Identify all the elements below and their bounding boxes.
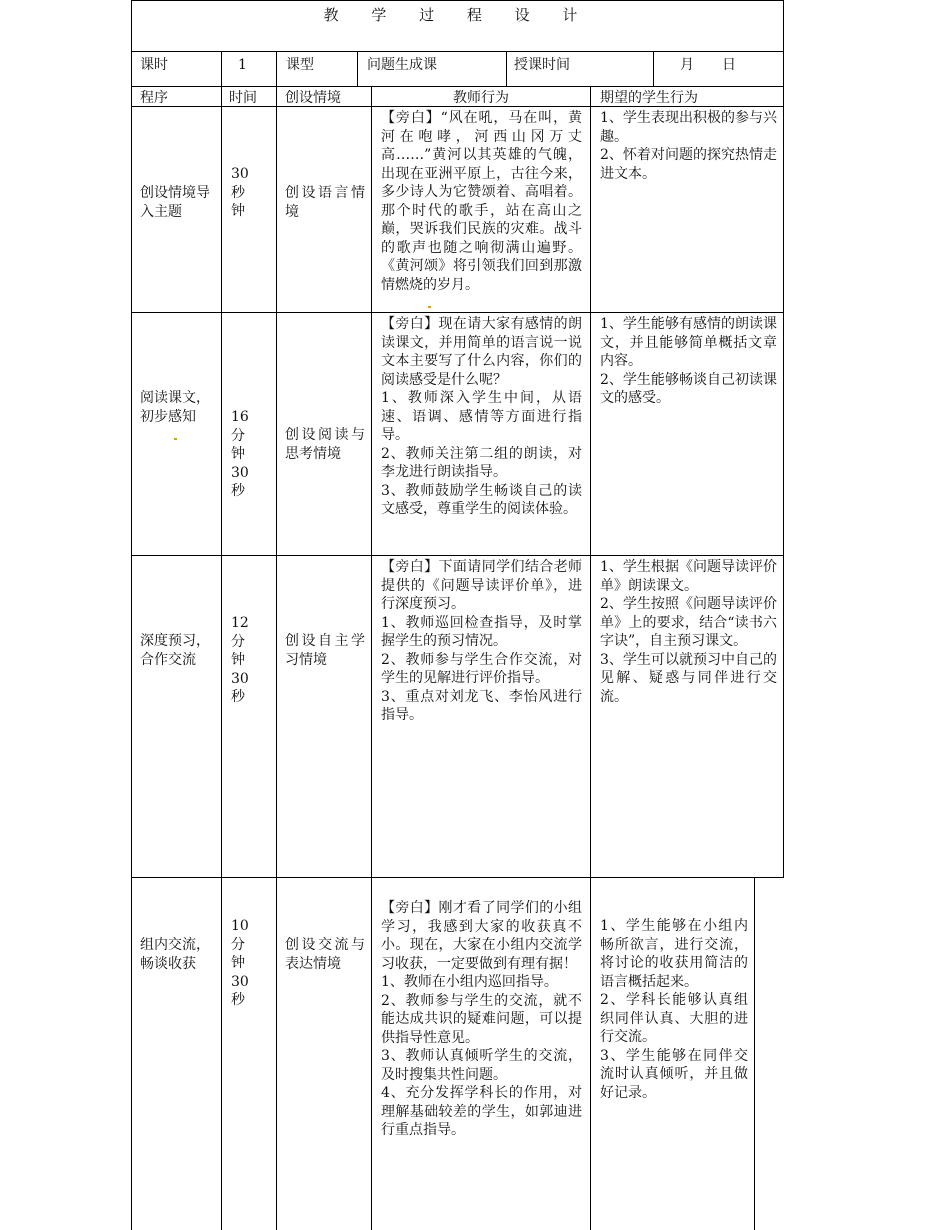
row4-student: 1、学生能够在小组内畅所欲言，进行交流，将讨论的收获用简洁的语言概括起来。 2、学科长能够认真组织同伴认真、大胆的进行交流。 3、学生能够在同伴交流时认真倾听，并且做好记录。 <box>600 918 748 1101</box>
row1-student: 1、学生表现出积极的参与兴趣。 2、怀着对问题的探究热情走进文本。 <box>600 110 777 182</box>
row1-procedure: 创设情境导入主题 <box>140 185 210 220</box>
type-label: 课型 <box>286 57 314 73</box>
row2-scenario: 创设阅读与思考情境 <box>285 427 365 462</box>
row1-teacher: 【旁白】“风在吼，马在叫，黄河在咆哮，河西山冈万丈高……”黄河以其英雄的气魄，出现在亚洲平原上，古往今来，多少诗人为它赞颂着、高唱着。那个时代的歌手，站在高山之巅，哭诉我们民族的灾难。战斗的歌声也随之响彻满山遍野。《黄河颂》将引领我们回到那激情燃烧的岁月。 <box>381 110 582 293</box>
row4-teacher: 【旁白】刚才看了同学们的小组学习，我感到大家的收获真不小。现在，大家在小组内交流学习收获，一定要做到有理有据！ 1、教师在小组内巡回指导。 2、教师参与学生的交流，就不能达成共识的疑难问题，可以提供指导性意见。 3、教师认真倾听学生的交流，及时搜集共性问题。 4、充分发挥学科长的作用，对理解基础较差的学生，如郭迪进行重点指导。 <box>381 900 582 1138</box>
page-title: 教 学 过 程 设 计 <box>323 6 592 24</box>
row4-procedure: 组内交流， 畅谈收获 <box>140 937 210 972</box>
row2-time: 16分钟30秒 <box>231 409 249 499</box>
row4-time: 10分钟30秒 <box>231 918 249 1008</box>
row3-time: 12分钟30秒 <box>231 615 249 705</box>
header-scenario: 创设情境 <box>285 90 341 106</box>
date-value: 月 日 <box>680 57 736 73</box>
row4-scenario: 创设交流与表达情境 <box>285 937 365 972</box>
mark-dot <box>428 306 431 308</box>
row2-procedure: 阅读课文， 初步感知 <box>140 390 210 425</box>
header-time: 时间 <box>229 90 257 106</box>
mark-dot <box>174 438 177 440</box>
lesson-value: 1 <box>238 57 247 73</box>
row3-student: 1、学生根据《问题导读评价单》朗读课文。 2、学生按照《问题导读评价单》上的要求，结合“读书六字诀”，自主预习课文。 3、学生可以就预习中自己的见解、疑惑与同伴进行交流。 <box>600 559 777 705</box>
header-teacher: 教师行为 <box>453 90 509 106</box>
lesson-label: 课时 <box>140 57 168 73</box>
header-student: 期望的学生行为 <box>600 90 698 106</box>
row1-scenario: 创设语言情境 <box>285 185 365 220</box>
row2-student: 1、学生能够有感情的朗读课文，并且能够简单概括文章内容。 2、学生能够畅谈自己初读课文的感受。 <box>600 316 777 406</box>
type-value: 问题生成课 <box>367 57 437 73</box>
time-label: 授课时间 <box>514 57 570 73</box>
row3-scenario: 创设自主学习情境 <box>285 633 365 668</box>
row2-teacher: 【旁白】现在请大家有感情的朗读课文，并用简单的语言说一说文本主要写了什么内容，你们的阅读感受是什么呢？ 1、教师深入学生中间，从语速、语调、感情等方面进行指导。 2、教师关注第二组的朗读，对李龙进行朗读指导。 3、教师鼓励学生畅谈自己的读文感受，尊重学生的阅读体验。 <box>381 316 582 517</box>
row1-time: 30秒钟 <box>231 166 249 219</box>
row3-teacher: 【旁白】下面请同学们结合老师提供的《问题导读评价单》，进行深度预习。 1、教师巡回检查指导，及时掌握学生的预习情况。 2、教师参与学生合作交流，对学生的见解进行评价指导。 3、重点对刘龙飞、李怡风进行指导。 <box>381 559 582 723</box>
row3-procedure: 深度预习， 合作交流 <box>140 633 210 668</box>
header-procedure: 程序 <box>140 90 168 106</box>
